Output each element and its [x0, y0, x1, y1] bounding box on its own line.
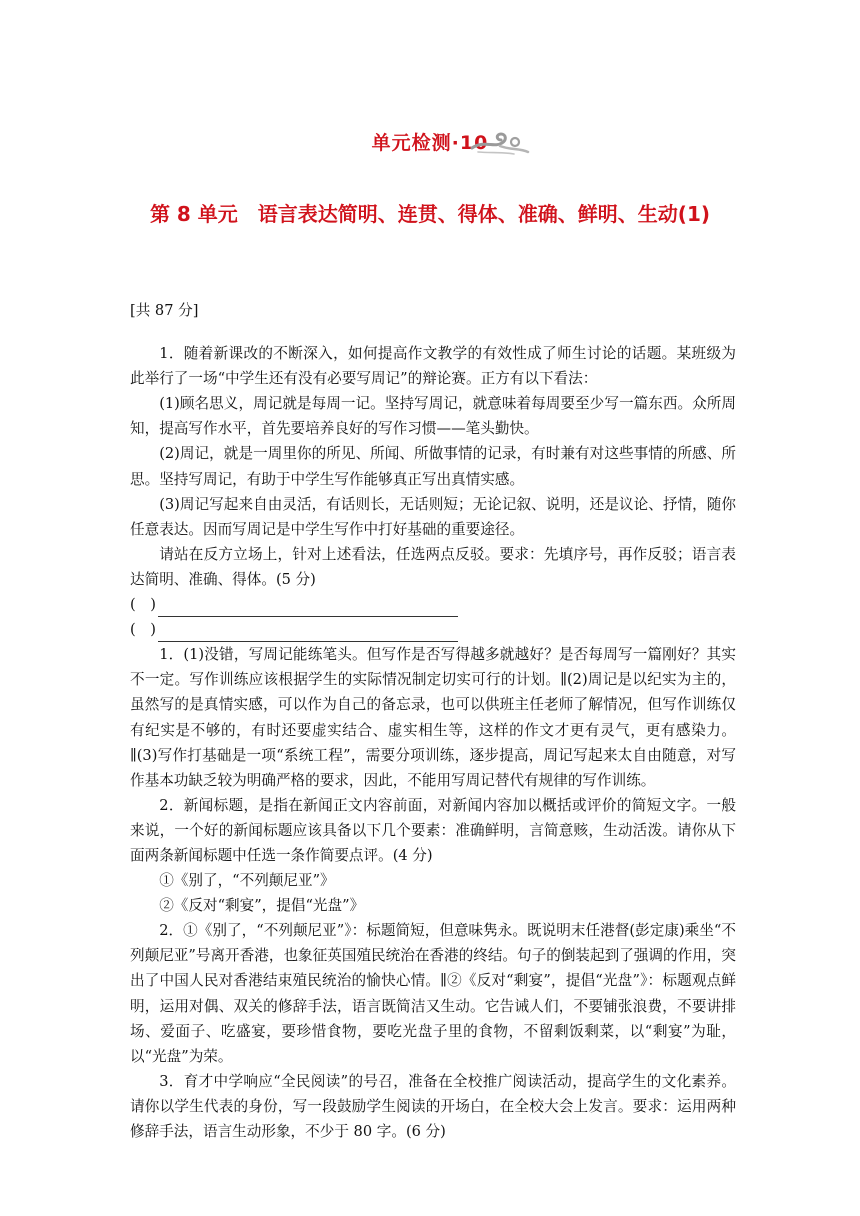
- q1-view-3: (3)周记写起来自由灵活，有话则长，无话则短；无论记叙、说明，还是议论、抒情，随你任意表达。因而写周记是中学生写作中打好基础的重要途径。: [130, 495, 736, 538]
- q2-headline-2: ②《反对“剩宴”，提倡“光盘”》: [159, 897, 365, 915]
- blank-rule: [158, 599, 458, 617]
- q1-requirement: 请站在反方立场上，针对上述看法，任选两点反驳。要求：先填序号，再作反驳；语言表达简明、准确、得体。(5 分): [130, 545, 736, 588]
- q2-headline-1: ①《别了，“不列颠尼亚”》: [159, 872, 335, 890]
- q1-answer-blank-2[interactable]: [130, 617, 736, 642]
- q1-stem: 1．随着新课改的不断深入，如何提高作文教学的有效性成了师生讨论的话题。某班级为此举行了一场“中学生还有没有必要写周记”的辩论赛。正方有以下看法：: [130, 345, 736, 388]
- total-score: [共 87 分]: [130, 302, 199, 319]
- blank-rule: [158, 624, 458, 642]
- q1-answer-blank-1[interactable]: [130, 592, 736, 617]
- question-content: [130, 298, 736, 1144]
- page-title: 单元检测·10: [371, 132, 489, 154]
- q2-answer: 2．①《别了，“不列颠尼亚”》：标题简短，但意味隽永。既说明末任港督(彭定康)乘坐“不列颠尼亚”号离开香港，也象征英国殖民统治在香港的终结。句子的倒装起到了强调的作用，突出了中国人民对香港结束殖民统治的愉快心情。∥②《反对“剩宴”，提倡“光盘”》：标题观点鲜明，运用对偶、双关的修辞手法，语言既简洁又生动。它告诫人们，不要铺张浪费，不要讲排场、爱面子、吃盛宴，要珍惜食物，要吃光盘子里的食物，不留剩饭剩菜，以“剩宴”为耻，以“光盘”为荣。: [130, 922, 736, 1065]
- cloud-swirl-icon: [470, 126, 534, 156]
- blank-paren: ( ): [130, 596, 156, 614]
- q1-view-1: (1)顾名思义，周记就是每周一记。坚持写周记，就意味着每周要至少写一篇东西。众所周知，提高写作水平，首先要培养良好的写作习惯——笔头勤快。: [130, 395, 736, 438]
- q1-view-2: (2)周记，就是一周里你的所见、所闻、所做事情的记录，有时兼有对这些事情的所感、所思。坚持写周记，有助于中学生写作能够真正写出真情实感。: [130, 445, 736, 488]
- blank-paren: ( ): [130, 621, 156, 639]
- title-row: [0, 128, 860, 155]
- q3-stem: 3．育才中学响应“全民阅读”的号召，准备在全校推广阅读活动，提高学生的文化素养。请你以学生代表的身份，写一段鼓励学生阅读的开场白，在全校大会上发言。要求：运用两种修辞手法，语言生动形象，不少于 80 字。(6 分): [130, 1072, 736, 1140]
- q1-answer: 1．(1)没错，写周记能练笔头。但写作是否写得越多就越好？是否每周写一篇刚好？其实不一定。写作训练应该根据学生的实际情况制定切实可行的计划。∥(2)周记是以纪实为主的，虽然写的是真情实感，可以作为自己的备忘录，也可以供班主任老师了解情况，但写作训练仅有纪实是不够的，有时还要虚实结合、虚实相生等，这样的作文才更有灵气，更有感染力。∥(3)写作打基础是一项“系统工程”，需要分项训练，逐步提高，周记写起来太自由随意，对写作基本功缺乏较为明确严格的要求，因此，不能用写周记替代有规律的写作训练。: [130, 646, 736, 789]
- q2-stem: 2．新闻标题，是指在新闻正文内容前面，对新闻内容加以概括或评价的简短文字。一般来说，一个好的新闻标题应该具备以下几个要素：准确鲜明，言简意赅，生动活泼。请你从下面两条新闻标题中任选一条作简要点评。(4 分): [130, 796, 736, 864]
- unit-subtitle: 第 8 单元 语言表达简明、连贯、得体、准确、鲜明、生动(1): [149, 202, 711, 226]
